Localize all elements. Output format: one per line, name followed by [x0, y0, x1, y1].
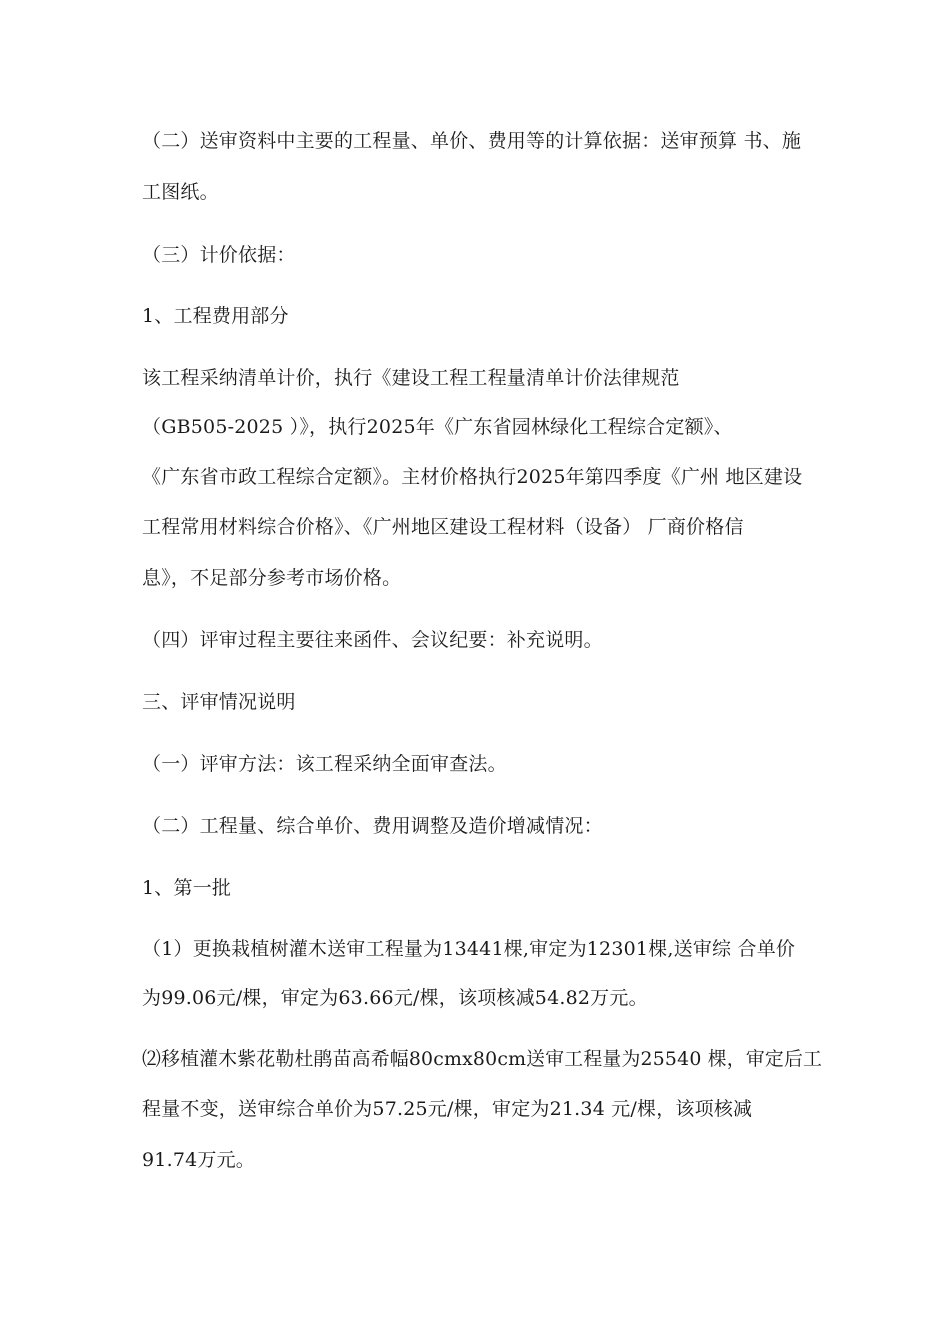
section-heading: 1、第一批: [142, 877, 232, 899]
paragraph-line: 工图纸。: [142, 181, 219, 203]
paragraph-line: 《广东省市政工程综合定额》。主材价格执行2025年第四季度《广州 地区建设: [142, 466, 803, 488]
paragraph-line: （1）更换栽植树灌木送审工程量为13441棵,审定为12301棵,送审综 合单价: [142, 938, 796, 960]
paragraph-line: （二）送审资料中主要的工程量、单价、费用等的计算依据：送审预算 书、施: [142, 130, 802, 152]
paragraph-line: 程量不变，送审综合单价为57.25元/棵，审定为21.34 元/棵，该项核减: [142, 1098, 753, 1120]
paragraph-line: 息》，不足部分参考市场价格。: [142, 567, 402, 589]
section-heading: 三、评审情况说明: [142, 691, 296, 713]
paragraph-line: 为99.06元/棵，审定为63.66元/棵，该项核减54.82万元。: [142, 987, 648, 1009]
paragraph-line: 91.74万元。: [142, 1149, 255, 1171]
paragraph-line: （四）评审过程主要往来函件、会议纪要：补充说明。: [142, 629, 603, 651]
paragraph-line: （一）评审方法：该工程采纳全面审查法。: [142, 753, 507, 775]
section-heading: （三）计价依据：: [142, 244, 296, 266]
paragraph-line: 工程常用材料综合价格》、《广州地区建设工程材料（设备） 厂商价格信: [142, 516, 744, 538]
paragraph-line: ⑵移植灌木紫花勒杜鹃苗高希幅80cmx80cm送审工程量为25540 棵，审定后工: [142, 1048, 823, 1070]
paragraph-line: （二）工程量、综合单价、费用调整及造价增减情况：: [142, 815, 603, 837]
paragraph-line: 该工程采纳清单计价，执行《建设工程工程量清单计价法律规范: [142, 367, 680, 389]
paragraph-line: （GB505-2025 ）》，执行2025年《广东省园林绿化工程综合定额》、: [142, 416, 733, 438]
section-heading: 1、工程费用部分: [142, 305, 289, 327]
